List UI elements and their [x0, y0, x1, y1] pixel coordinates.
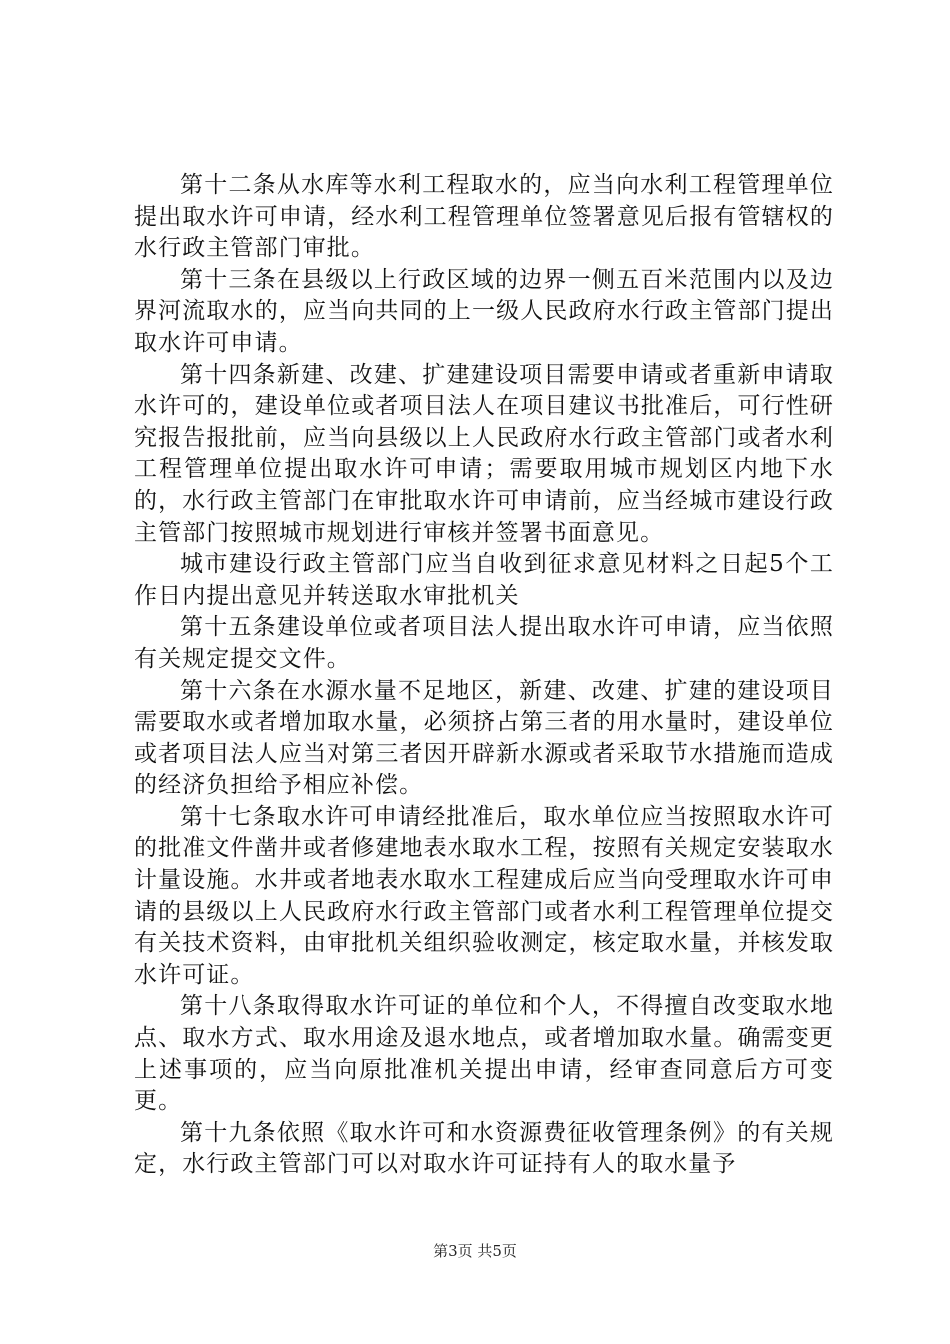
- paragraph-article-18: 第十八条取得取水许可证的单位和个人，不得擅自改变取水地点、取水方式、取水用途及退水地点，或者增加取水量。确需变更上述事项的，应当向原批准机关提出申请，经审查同意后方可变更。: [134, 993, 834, 1115]
- paragraph-article-16: 第十六条在水源水量不足地区，新建、改建、扩建的建设项目需要取水或者增加取水量，必须挤占第三者的用水量时，建设单位或者项目法人应当对第三者因开辟新水源或者采取节水措施而造成的经济负担给予相应补偿。: [134, 677, 834, 799]
- paragraph-article-17: 第十七条取水许可申请经批准后，取水单位应当按照取水许可的批准文件凿井或者修建地表水取水工程，按照有关规定安装取水计量设施。水井或者地表水取水工程建成后应当向受理取水许可申请的县级以上人民政府水行政主管部门或者水利工程管理单位提交有关技术资料，由审批机关组织验收测定，核定取水量，并核发取水许可证。: [134, 803, 834, 988]
- page-number-footer: 第3页 共5页: [433, 1242, 517, 1260]
- paragraph-urban-construction-note: 城市建设行政主管部门应当自收到征求意见材料之日起5个工作日内提出意见并转送取水审批机关: [134, 551, 834, 609]
- paragraph-article-15: 第十五条建设单位或者项目法人提出取水许可申请，应当依照有关规定提交文件。: [134, 614, 834, 672]
- paragraph-article-12: 第十二条从水库等水利工程取水的，应当向水利工程管理单位提出取水许可申请，经水利工程管理单位签署意见后报有管辖权的水行政主管部门审批。: [134, 172, 834, 262]
- paragraph-article-13: 第十三条在县级以上行政区域的边界一侧五百米范围内以及边界河流取水的，应当向共同的上一级人民政府水行政主管部门提出取水许可申请。: [134, 266, 834, 356]
- paragraph-article-14: 第十四条新建、改建、扩建建设项目需要申请或者重新申请取水许可的，建设单位或者项目法人在项目建议书批准后，可行性研究报告报批前，应当向县级以上人民政府水行政主管部门或者水利工程管理单位提出取水许可申请；需要取用城市规划区内地下水的，水行政主管部门在审批取水许可申请前，应当经城市建设行政主管部门按照城市规划进行审核并签署书面意见。: [134, 361, 834, 546]
- document-body: [134, 170, 834, 1181]
- paragraph-article-19: 第十九条依照《取水许可和水资源费征收管理条例》的有关规定，水行政主管部门可以对取水许可证持有人的取水量予: [134, 1119, 834, 1178]
